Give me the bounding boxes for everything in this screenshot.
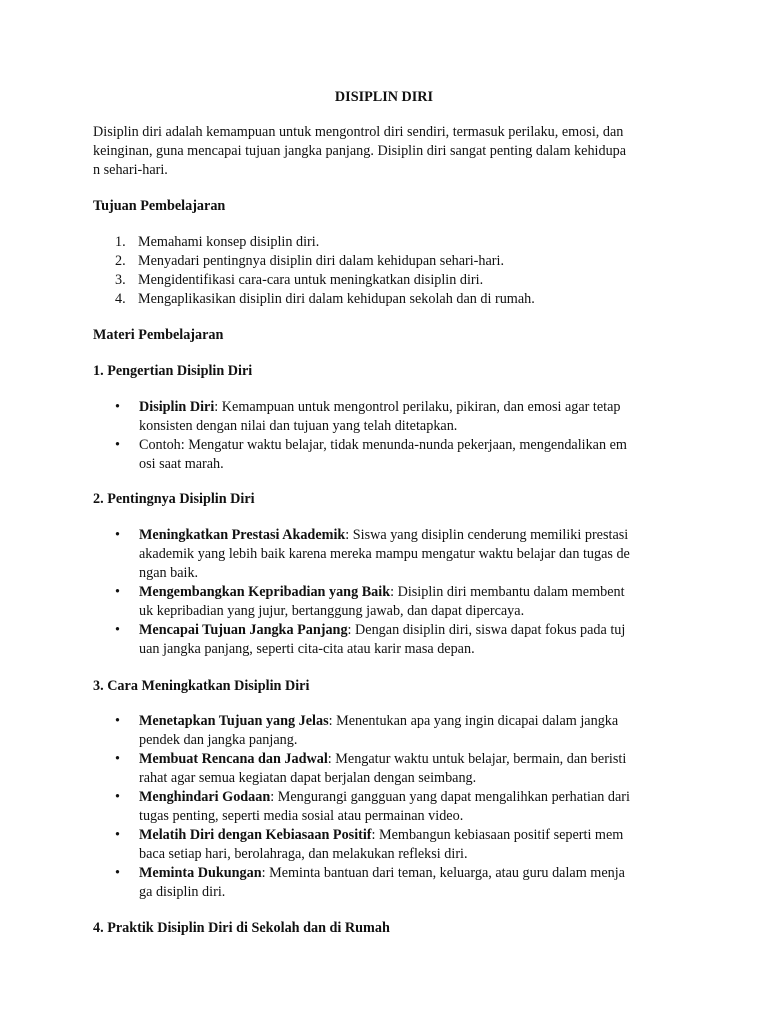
- list-line: [139, 826, 683, 845]
- list-item: [93, 398, 683, 436]
- bullet-icon: •: [115, 584, 120, 600]
- list-line: uk kepribadian yang jujur, bertanggung jawab, dan dapat dipercaya.: [139, 603, 525, 619]
- term: Melatih Diri dengan Kebiasaan Positif: [139, 827, 372, 843]
- list-item: [93, 233, 535, 252]
- bullet-icon: •: [115, 865, 120, 881]
- list-line: [139, 788, 683, 807]
- term: Meningkatkan Prestasi Akademik: [139, 527, 346, 543]
- list-line: pendek dan jangka panjang.: [139, 732, 298, 748]
- list-item: [93, 252, 535, 271]
- list-item: [93, 583, 683, 621]
- term: Mengembangkan Kepribadian yang Baik: [139, 584, 391, 600]
- list-item: [93, 621, 683, 659]
- term: Menetapkan Tujuan yang Jelas: [139, 713, 329, 729]
- list-text: Mengaplikasikan disiplin diri dalam kehidupan sekolah dan di rumah.: [138, 291, 535, 307]
- list-line: ga disiplin diri.: [139, 884, 226, 900]
- list-line: ngan baik.: [139, 565, 199, 581]
- term: Mencapai Tujuan Jangka Panjang: [139, 622, 348, 638]
- list-item: [93, 826, 683, 864]
- bullet-icon: •: [115, 827, 120, 843]
- list-line: baca setiap hari, berolahraga, dan melakukan refleksi diri.: [139, 846, 468, 862]
- intro-line: keinginan, guna mencapai tujuan jangka panjang. Disiplin diri sangat penting dalam kehidupa: [93, 143, 627, 159]
- term: Membuat Rencana dan Jadwal: [139, 751, 328, 767]
- list-line: [139, 398, 683, 417]
- tujuan-list: [93, 233, 535, 309]
- heading-tujuan: Tujuan Pembelajaran: [93, 198, 226, 214]
- section-1-list: [93, 398, 683, 474]
- list-line: [139, 750, 683, 769]
- bullet-icon: •: [115, 527, 120, 543]
- intro-line: n sehari-hari.: [93, 162, 168, 178]
- bullet-icon: •: [115, 622, 120, 638]
- intro-paragraph: [93, 123, 683, 180]
- list-item: [93, 864, 683, 902]
- term: Menghindari Godaan: [139, 789, 271, 805]
- list-item: [93, 436, 683, 474]
- list-text: Mengidentifikasi cara-cara untuk meningkatkan disiplin diri.: [138, 272, 484, 288]
- list-number: 2.: [115, 253, 126, 269]
- definition: : Mengurangi gangguan yang dapat mengalihkan perhatian dari: [270, 789, 630, 805]
- definition: : Disiplin diri membantu dalam membent: [390, 584, 625, 600]
- list-line: uan jangka panjang, seperti cita-cita atau karir masa depan.: [139, 641, 475, 657]
- definition: : Menentukan apa yang ingin dicapai dalam jangka: [328, 713, 619, 729]
- list-item: [93, 750, 683, 788]
- list-item: [93, 290, 535, 309]
- bullet-icon: •: [115, 789, 120, 805]
- list-number: 3.: [115, 272, 126, 288]
- list-line: [139, 621, 683, 640]
- list-line: rahat agar semua kegiatan dapat berjalan dengan seimbang.: [139, 770, 477, 786]
- list-number: 4.: [115, 291, 126, 307]
- list-line: osi saat marah.: [139, 456, 224, 472]
- definition: : Dengan disiplin diri, siswa dapat fokus pada tuj: [347, 622, 626, 638]
- list-line: [139, 583, 683, 602]
- section-3-list: [93, 712, 683, 902]
- definition: : Meminta bantuan dari teman, keluarga, atau guru dalam menja: [261, 865, 625, 881]
- definition: : Kemampuan untuk mengontrol perilaku, pikiran, dan emosi agar tetap: [214, 399, 621, 415]
- list-item: [93, 526, 683, 583]
- heading-section-1: 1. Pengertian Disiplin Diri: [93, 363, 253, 379]
- bullet-icon: •: [115, 751, 120, 767]
- list-line: Contoh: Mengatur waktu belajar, tidak menunda-nunda pekerjaan, mengendalikan em: [139, 437, 627, 453]
- list-line: [139, 526, 683, 545]
- list-item: [93, 712, 683, 750]
- list-text: Memahami konsep disiplin diri.: [138, 234, 320, 250]
- bullet-icon: •: [115, 713, 120, 729]
- list-line: [139, 864, 683, 883]
- heading-section-4: 4. Praktik Disiplin Diri di Sekolah dan di Rumah: [93, 920, 390, 936]
- list-line: konsisten dengan nilai dan tujuan yang telah ditetapkan.: [139, 418, 458, 434]
- heading-materi: Materi Pembelajaran: [93, 327, 224, 343]
- list-line: [139, 712, 683, 731]
- list-line: tugas penting, seperti media sosial atau permainan video.: [139, 808, 464, 824]
- bullet-icon: •: [115, 437, 120, 453]
- list-line: akademik yang lebih baik karena mereka mampu mengatur waktu belajar dan tugas de: [139, 546, 630, 562]
- list-number: 1.: [115, 234, 126, 250]
- definition: : Mengatur waktu untuk belajar, bermain, dan beristi: [327, 751, 627, 767]
- section-2-list: [93, 526, 683, 659]
- definition: : Membangun kebiasaan positif seperti mem: [371, 827, 624, 843]
- heading-section-2: 2. Pentingnya Disiplin Diri: [93, 491, 255, 507]
- bullet-icon: •: [115, 399, 120, 415]
- list-item: [93, 788, 683, 826]
- heading-section-3: 3. Cara Meningkatkan Disiplin Diri: [93, 678, 310, 694]
- list-text: Menyadari pentingnya disiplin diri dalam kehidupan sehari-hari.: [138, 253, 505, 269]
- intro-line: Disiplin diri adalah kemampuan untuk mengontrol diri sendiri, termasuk perilaku, emosi, dan: [93, 124, 624, 140]
- term: Meminta Dukungan: [139, 865, 262, 881]
- definition: : Siswa yang disiplin cenderung memiliki prestasi: [345, 527, 629, 543]
- document-title: DISIPLIN DIRI: [334, 89, 434, 105]
- list-item: [93, 271, 535, 290]
- term: Disiplin Diri: [139, 399, 215, 415]
